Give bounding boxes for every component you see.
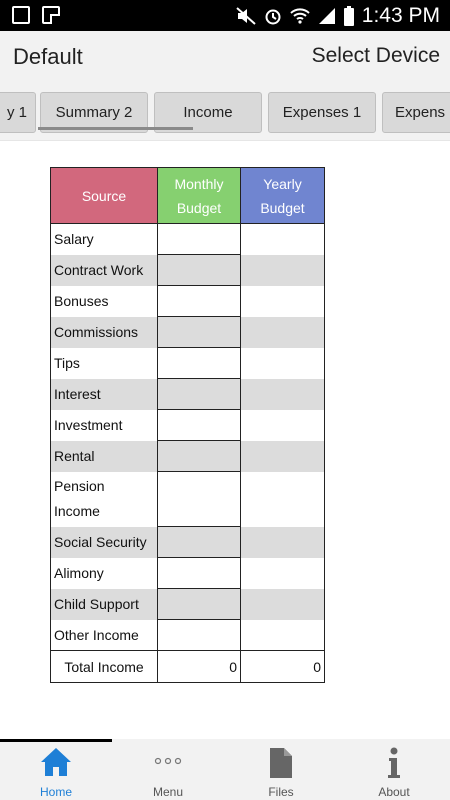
row-label [51, 472, 158, 527]
tab-summary-1[interactable]: y 1 [0, 92, 36, 133]
monthly-header-line1: Monthly [174, 175, 224, 192]
row-label: Alimony [51, 558, 158, 589]
income-budget-table [50, 167, 325, 683]
row-label: Bonuses [51, 286, 158, 317]
select-device-button[interactable]: Select Device [311, 44, 440, 67]
total-row [51, 651, 325, 683]
table-row [51, 558, 325, 589]
info-icon [387, 747, 401, 779]
nav-home[interactable] [0, 743, 112, 800]
source-header: Source [51, 168, 158, 224]
monthly-input[interactable] [158, 410, 241, 441]
tab-summary-2[interactable]: Summary 2 [40, 92, 148, 133]
monthly-input[interactable] [158, 558, 241, 589]
total-yearly: 0 [241, 651, 325, 683]
table-row [51, 255, 325, 286]
monthly-input[interactable] [158, 527, 241, 558]
yearly-value [241, 527, 325, 558]
yearly-budget-header [241, 168, 325, 224]
yearly-value [241, 348, 325, 379]
tab-expenses-2[interactable]: Expens [382, 92, 450, 133]
table-row [51, 224, 325, 255]
yearly-value [241, 255, 325, 286]
download-notification-icon [42, 6, 60, 24]
battery-icon [344, 6, 354, 26]
monthly-input[interactable] [158, 317, 241, 348]
yearly-value [241, 441, 325, 472]
table-row [51, 286, 325, 317]
monthly-input[interactable] [158, 255, 241, 286]
row-label: Investment [51, 410, 158, 441]
nav-about-label: About [378, 785, 410, 799]
table-row [51, 379, 325, 410]
table-row [51, 472, 325, 527]
monthly-input[interactable] [158, 348, 241, 379]
nav-menu[interactable] [112, 743, 224, 800]
yearly-header-line2: Budget [260, 199, 305, 216]
status-bar [0, 0, 450, 31]
tab-income[interactable]: Income [154, 92, 262, 133]
table-header-row [51, 168, 325, 224]
yearly-value [241, 472, 325, 527]
table-row [51, 441, 325, 472]
tab-expenses-1[interactable]: Expenses 1 [268, 92, 376, 133]
row-label: Contract Work [51, 255, 158, 286]
monthly-budget-header [158, 168, 241, 224]
more-dots-icon [154, 757, 182, 765]
tab-strip[interactable] [0, 86, 450, 141]
row-label: Social Security [51, 527, 158, 558]
nav-files[interactable] [225, 743, 337, 800]
home-icon [40, 747, 72, 777]
total-monthly: 0 [158, 651, 241, 683]
monthly-input[interactable] [158, 379, 241, 410]
yearly-value [241, 410, 325, 441]
nav-menu-label: Menu [152, 785, 184, 799]
app-bar [0, 31, 450, 86]
row-label-line1: Pension [54, 478, 105, 494]
yearly-value [241, 317, 325, 348]
yearly-value [241, 589, 325, 620]
monthly-input[interactable] [158, 286, 241, 317]
monthly-header-line2: Budget [176, 199, 222, 216]
row-label: Interest [51, 379, 158, 410]
nav-about[interactable] [338, 743, 450, 800]
monthly-input[interactable] [158, 589, 241, 620]
yearly-value [241, 558, 325, 589]
row-label: Rental [51, 441, 158, 472]
yearly-header-line1: Yearly [263, 175, 302, 192]
total-label: Total Income [51, 651, 158, 683]
alarm-icon [264, 7, 282, 25]
table-row [51, 317, 325, 348]
mute-icon [236, 7, 256, 25]
table-row [51, 410, 325, 441]
page-title: Default [13, 44, 83, 69]
signal-icon [318, 7, 336, 25]
gallery-notification-icon [12, 6, 30, 24]
row-label: Salary [51, 224, 158, 255]
table-row [51, 589, 325, 620]
row-label: Child Support [51, 589, 158, 620]
table-row [51, 348, 325, 379]
row-label-line2: Income [54, 503, 100, 519]
yearly-value [241, 286, 325, 317]
active-tab-indicator [0, 739, 112, 742]
status-time: 1:43 PM [361, 4, 440, 27]
yearly-value [241, 620, 325, 651]
nav-files-label: Files [268, 785, 294, 799]
row-label: Commissions [51, 317, 158, 348]
yearly-value [241, 224, 325, 255]
row-label: Tips [51, 348, 158, 379]
table-row [51, 527, 325, 558]
file-icon [269, 747, 293, 779]
row-label: Other Income [51, 620, 158, 651]
yearly-value [241, 379, 325, 410]
wifi-icon [290, 7, 310, 25]
table-row [51, 620, 325, 651]
monthly-input[interactable] [158, 441, 241, 472]
tab-scroll-indicator [38, 127, 193, 130]
monthly-input[interactable] [158, 620, 241, 651]
monthly-input[interactable] [158, 472, 241, 527]
nav-home-label: Home [39, 785, 72, 799]
monthly-input[interactable] [158, 224, 241, 255]
bottom-navigation [0, 739, 450, 800]
